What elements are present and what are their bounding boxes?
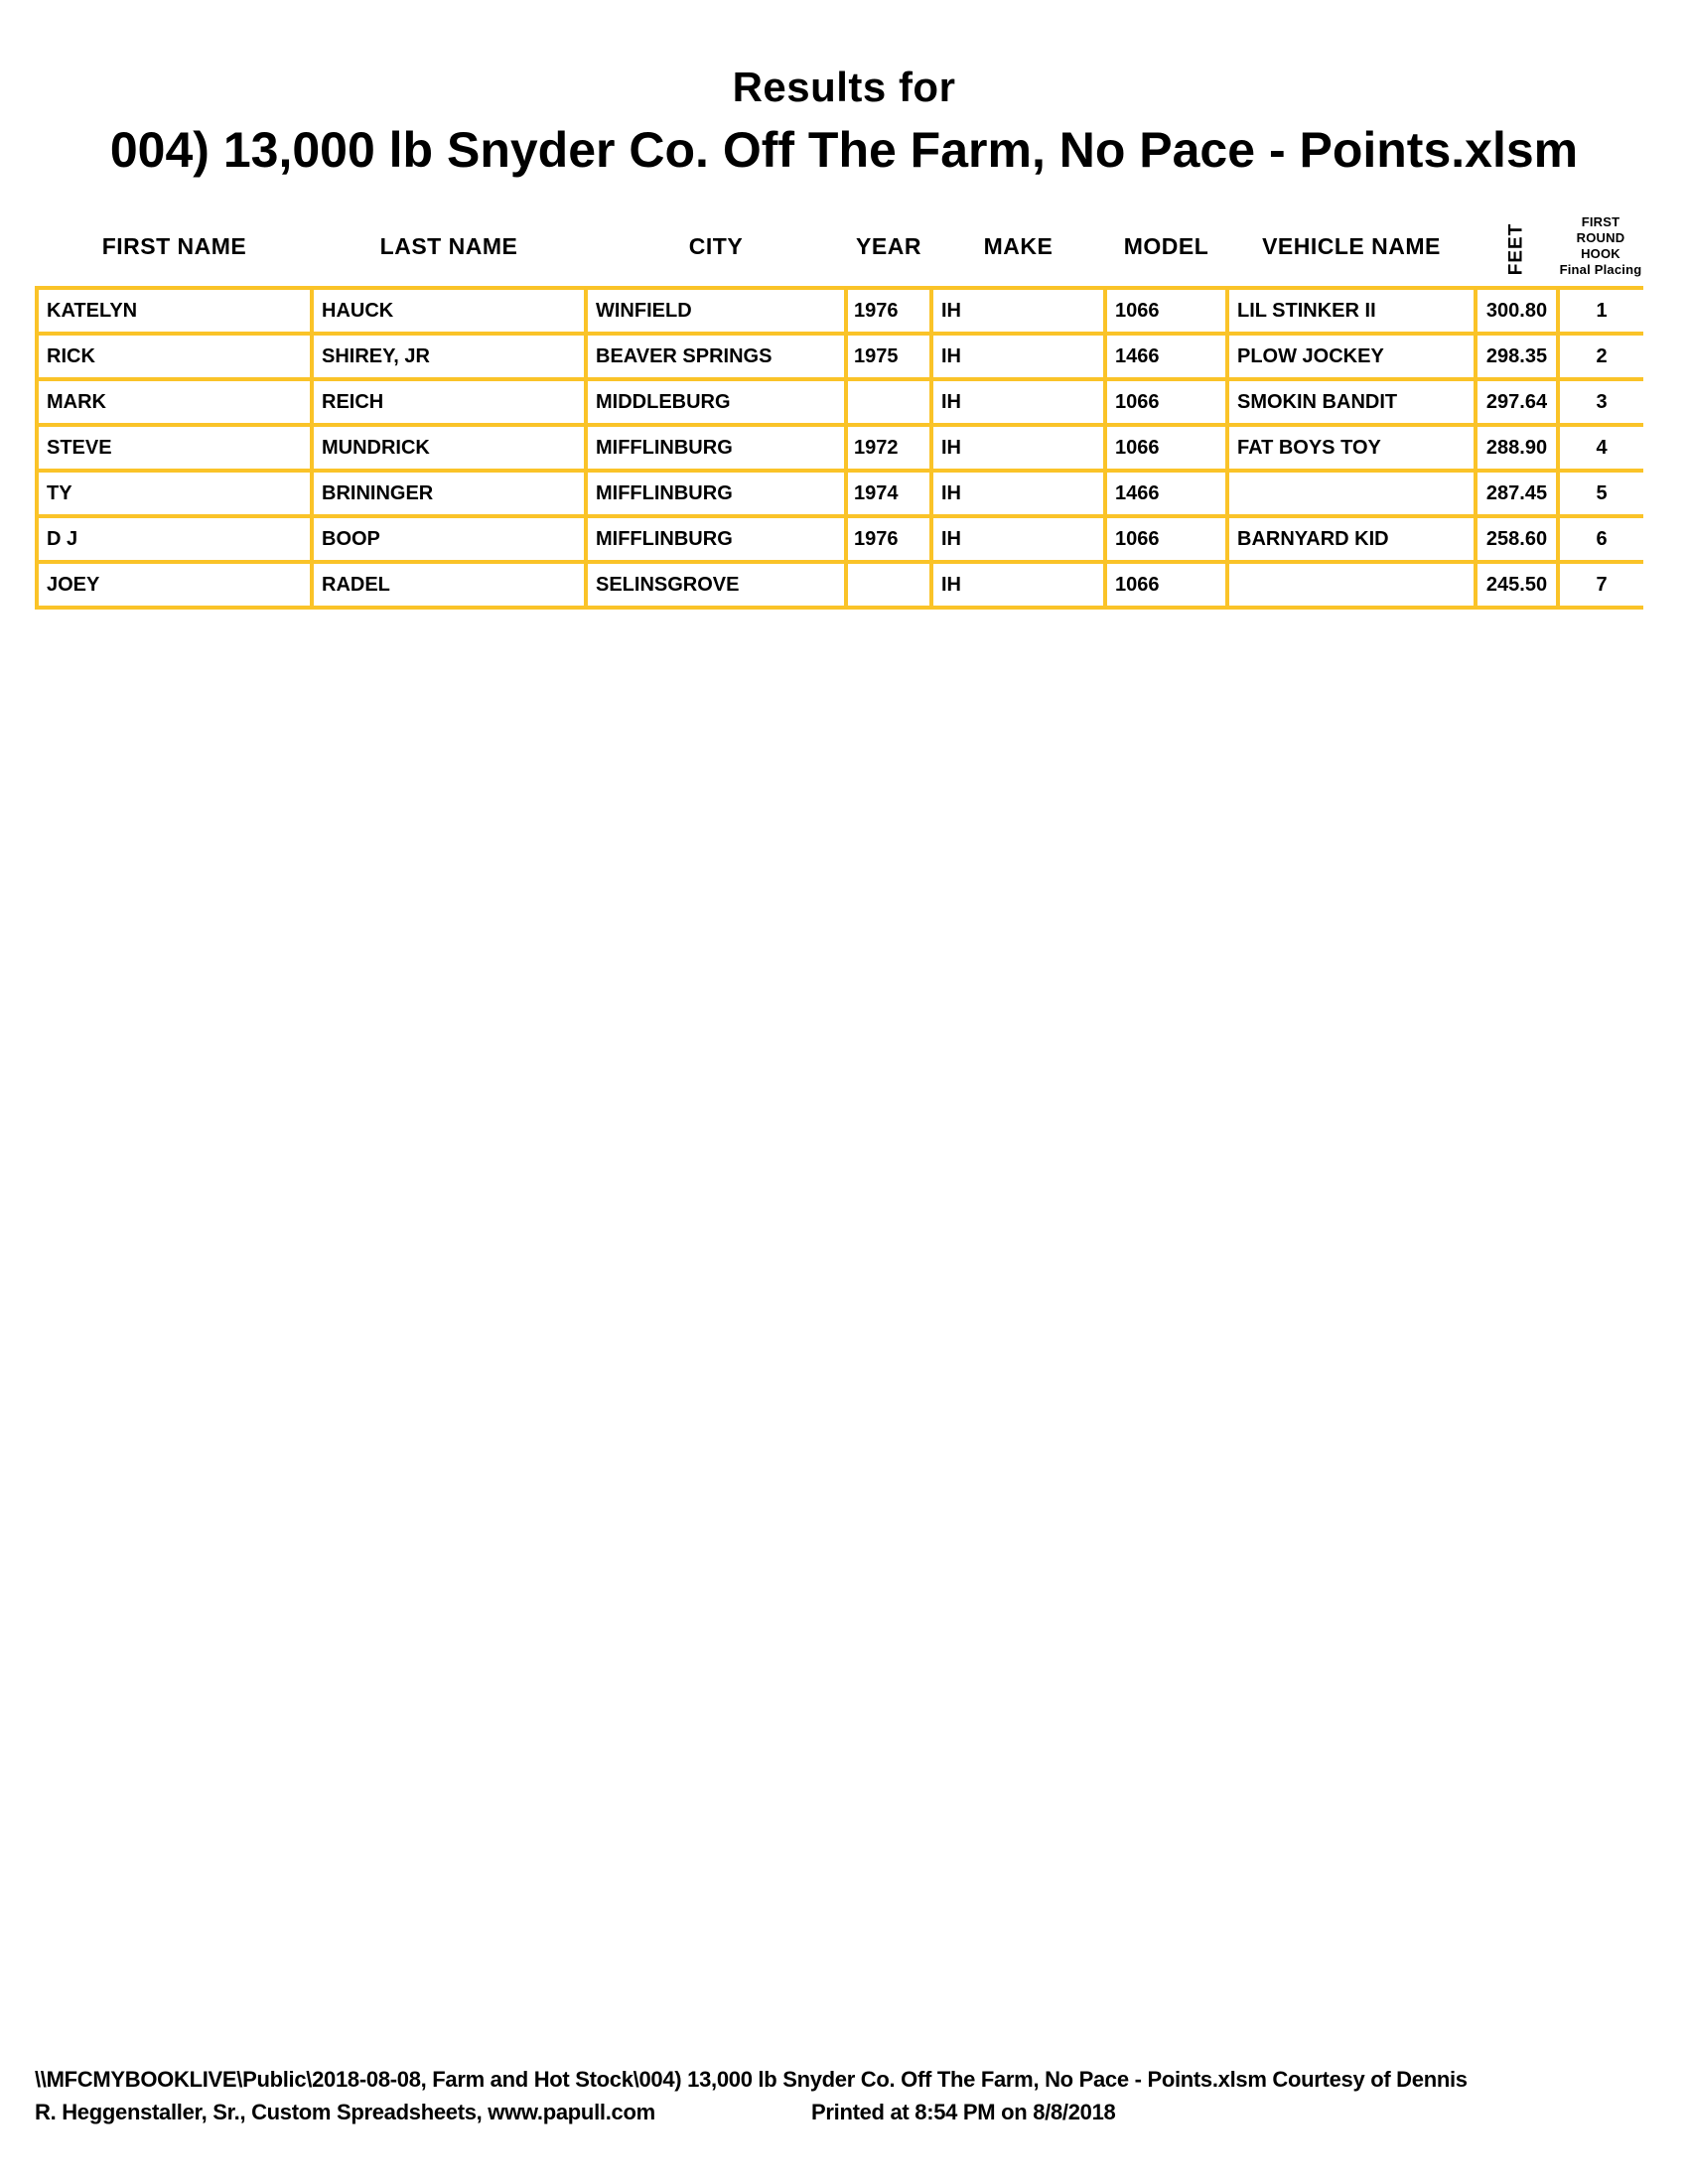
col-header-first-round-hook bbox=[1558, 206, 1643, 288]
col-header-first-name: FIRST NAME bbox=[101, 232, 247, 259]
col-header-vehicle-name: VEHICLE NAME bbox=[1262, 232, 1441, 259]
col-header-model: MODEL bbox=[1123, 232, 1209, 259]
cell-make: IH bbox=[931, 562, 1105, 608]
cell-year bbox=[846, 379, 931, 425]
cell-first-name: JOEY bbox=[37, 562, 312, 608]
table-row bbox=[37, 334, 1643, 379]
page-title-line2: 004) 13,000 lb Snyder Co. Off The Farm, No Pace - Points.xlsm bbox=[109, 122, 1579, 178]
cell-feet: 258.60 bbox=[1476, 516, 1558, 562]
results-table-container bbox=[35, 206, 1641, 610]
col-header-last-name: LAST NAME bbox=[379, 232, 518, 259]
cell-vehicle-name: FAT BOYS TOY bbox=[1227, 425, 1476, 471]
cell-first-name: RICK bbox=[37, 334, 312, 379]
cell-model: 1066 bbox=[1105, 562, 1227, 608]
cell-vehicle-name: BARNYARD KID bbox=[1227, 516, 1476, 562]
cell-first-name: STEVE bbox=[37, 425, 312, 471]
cell-feet: 300.80 bbox=[1476, 288, 1558, 334]
cell-final-placing: 7 bbox=[1558, 562, 1643, 608]
cell-last-name: BRININGER bbox=[312, 471, 586, 516]
table-row bbox=[37, 516, 1643, 562]
cell-model: 1066 bbox=[1105, 288, 1227, 334]
header-row bbox=[37, 206, 1643, 288]
cell-year: 1976 bbox=[846, 516, 931, 562]
col-header-make: MAKE bbox=[983, 232, 1054, 259]
page-footer bbox=[35, 2063, 1663, 2128]
feet-rotated-label: FEET bbox=[1505, 222, 1527, 275]
footer-printed-timestamp: Printed at 8:54 PM on 8/8/2018 bbox=[811, 2100, 1116, 2124]
table-row bbox=[37, 379, 1643, 425]
cell-model: 1466 bbox=[1105, 334, 1227, 379]
cell-model: 1066 bbox=[1105, 425, 1227, 471]
cell-city: MIFFLINBURG bbox=[586, 425, 846, 471]
cell-last-name: HAUCK bbox=[312, 288, 586, 334]
cell-make: IH bbox=[931, 334, 1105, 379]
cell-city: MIDDLEBURG bbox=[586, 379, 846, 425]
footer-credit-text: R. Heggenstaller, Sr., Custom Spreadsheets, www.papull.com bbox=[35, 2100, 655, 2124]
footer-file-path-line: \\MFCMYBOOKLIVE\Public\2018-08-08, Farm and Hot Stock\004) 13,000 lb Snyder Co. Off The Farm, No Pace - Points.xlsm Courtesy of Dennis bbox=[35, 2067, 1468, 2092]
results-table bbox=[35, 206, 1643, 610]
cell-vehicle-name: LIL STINKER II bbox=[1227, 288, 1476, 334]
cell-feet: 287.45 bbox=[1476, 471, 1558, 516]
cell-last-name: RADEL bbox=[312, 562, 586, 608]
cell-first-name: D J bbox=[37, 516, 312, 562]
cell-make: IH bbox=[931, 425, 1105, 471]
table-row bbox=[37, 562, 1643, 608]
cell-last-name: SHIREY, JR bbox=[312, 334, 586, 379]
cell-feet: 298.35 bbox=[1476, 334, 1558, 379]
cell-feet: 288.90 bbox=[1476, 425, 1558, 471]
cell-make: IH bbox=[931, 516, 1105, 562]
cell-vehicle-name bbox=[1227, 562, 1476, 608]
cell-year: 1974 bbox=[846, 471, 931, 516]
cell-city: BEAVER SPRINGS bbox=[586, 334, 846, 379]
cell-final-placing: 3 bbox=[1558, 379, 1643, 425]
cell-model: 1066 bbox=[1105, 516, 1227, 562]
cell-final-placing: 6 bbox=[1558, 516, 1643, 562]
table-row bbox=[37, 471, 1643, 516]
cell-last-name: REICH bbox=[312, 379, 586, 425]
hook-header-line3: Final Placing bbox=[1559, 262, 1642, 277]
table-row bbox=[37, 288, 1643, 334]
cell-first-name: KATELYN bbox=[37, 288, 312, 334]
cell-make: IH bbox=[931, 471, 1105, 516]
cell-first-name: MARK bbox=[37, 379, 312, 425]
cell-final-placing: 1 bbox=[1558, 288, 1643, 334]
cell-city: SELINSGROVE bbox=[586, 562, 846, 608]
cell-year bbox=[846, 562, 931, 608]
cell-final-placing: 4 bbox=[1558, 425, 1643, 471]
cell-make: IH bbox=[931, 288, 1105, 334]
cell-city: MIFFLINBURG bbox=[586, 516, 846, 562]
col-header-city: CITY bbox=[688, 232, 744, 259]
cell-final-placing: 2 bbox=[1558, 334, 1643, 379]
hook-header-line1: FIRST ROUND bbox=[1576, 214, 1625, 245]
cell-city: WINFIELD bbox=[586, 288, 846, 334]
cell-last-name: BOOP bbox=[312, 516, 586, 562]
cell-city: MIFFLINBURG bbox=[586, 471, 846, 516]
col-header-feet bbox=[1476, 206, 1558, 288]
cell-vehicle-name: PLOW JOCKEY bbox=[1227, 334, 1476, 379]
cell-feet: 297.64 bbox=[1476, 379, 1558, 425]
cell-vehicle-name bbox=[1227, 471, 1476, 516]
page-title-line1: Results for bbox=[732, 64, 956, 110]
cell-year: 1976 bbox=[846, 288, 931, 334]
table-row bbox=[37, 425, 1643, 471]
cell-make: IH bbox=[931, 379, 1105, 425]
cell-vehicle-name: SMOKIN BANDIT bbox=[1227, 379, 1476, 425]
cell-first-name: TY bbox=[37, 471, 312, 516]
cell-year: 1972 bbox=[846, 425, 931, 471]
col-header-year: YEAR bbox=[856, 232, 921, 259]
cell-feet: 245.50 bbox=[1476, 562, 1558, 608]
cell-model: 1466 bbox=[1105, 471, 1227, 516]
cell-final-placing: 5 bbox=[1558, 471, 1643, 516]
cell-model: 1066 bbox=[1105, 379, 1227, 425]
cell-year: 1975 bbox=[846, 334, 931, 379]
cell-last-name: MUNDRICK bbox=[312, 425, 586, 471]
hook-header-line2: HOOK bbox=[1581, 246, 1620, 261]
footer-credit-line bbox=[35, 2096, 1663, 2128]
